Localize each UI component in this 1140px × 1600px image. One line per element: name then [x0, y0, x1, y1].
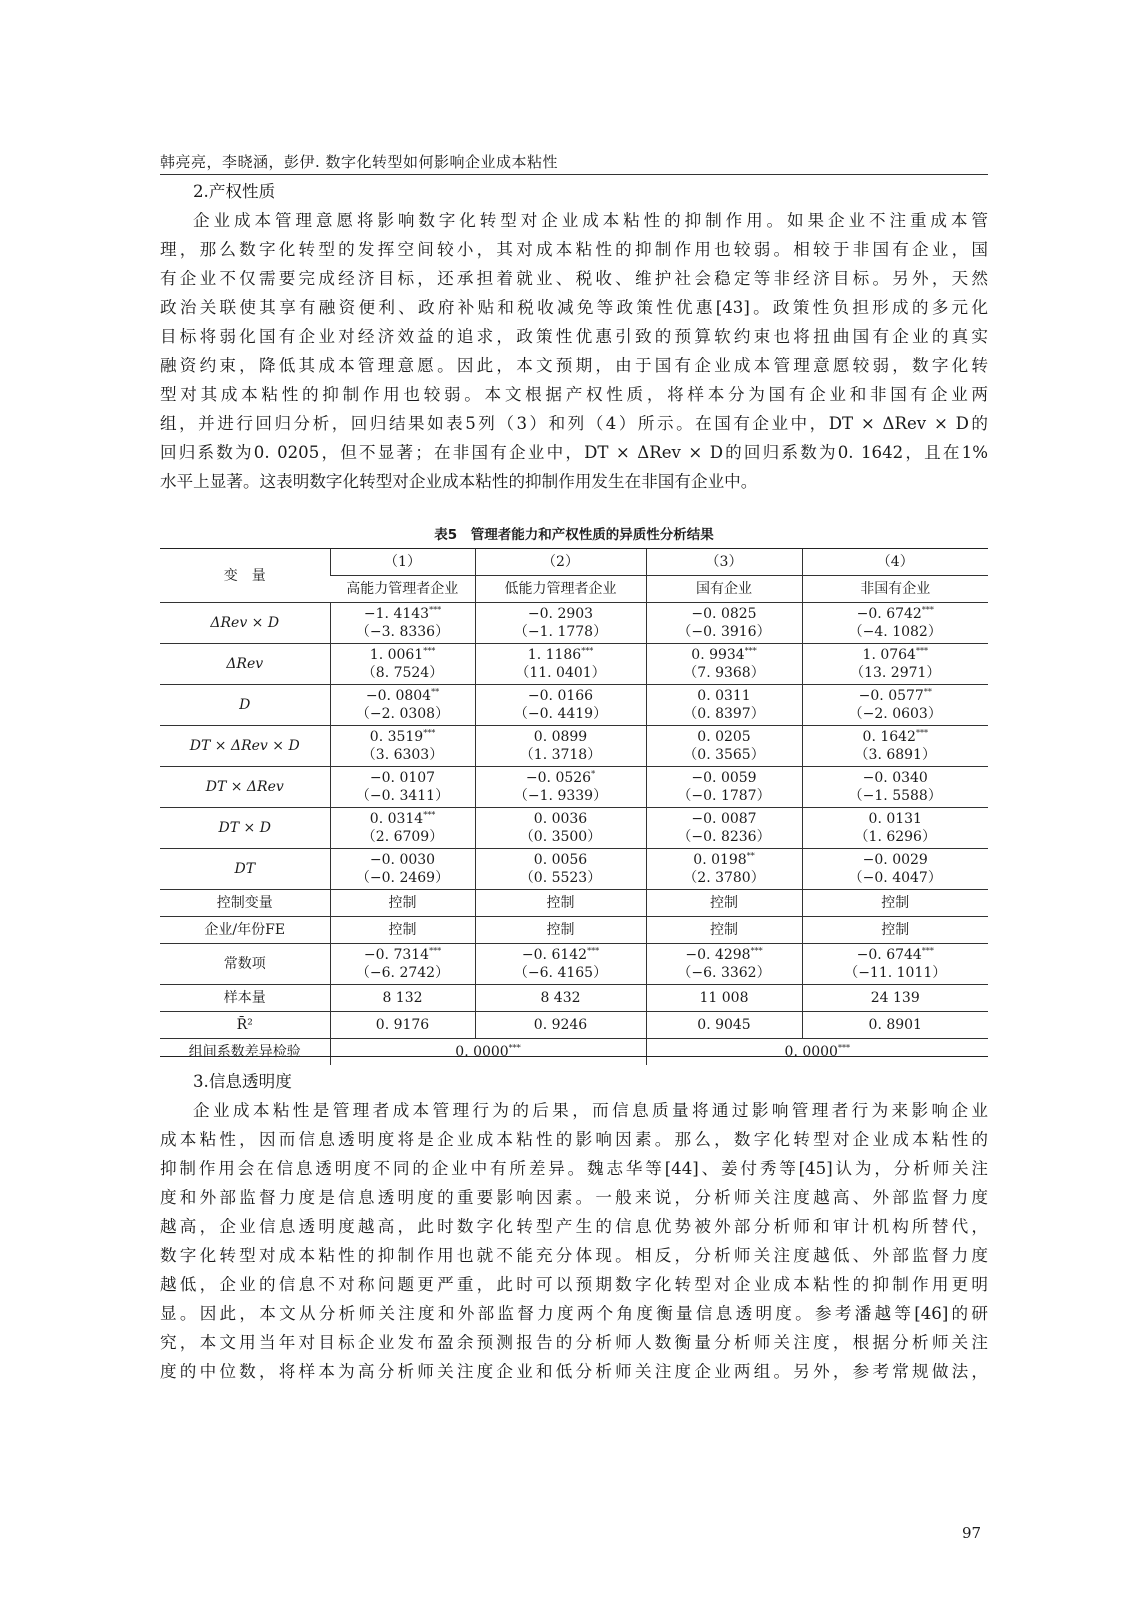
- coef-cell: [646, 808, 802, 849]
- t-statistic: （−0. 4047）: [848, 870, 942, 886]
- table-cell: 0. 8901: [802, 1012, 988, 1039]
- table-cell: 控制: [646, 917, 802, 944]
- table-row: [160, 767, 988, 808]
- table-cell: 控制: [475, 890, 646, 917]
- coefficient: −0. 6742: [856, 606, 922, 622]
- coef-cell: [475, 767, 646, 808]
- coef-cell: [802, 808, 988, 849]
- row-label: DT × ΔRev: [160, 767, 330, 808]
- row-label: DT × ΔRev × D: [160, 726, 330, 767]
- coef-cell: [802, 685, 988, 726]
- table-row: [160, 917, 988, 944]
- significance-stars: ***: [581, 646, 594, 656]
- coef-cell: [802, 849, 988, 890]
- coefficient: 0. 0899: [533, 729, 588, 745]
- t-statistic: （−0. 1787）: [677, 788, 771, 804]
- paragraph-line: 有企业不仅需要完成经济目标，还承担着就业、税收、维护社会稳定等非经济目标。另外，天然: [160, 269, 988, 288]
- significance-stars: **: [923, 687, 932, 697]
- coef-cell: [646, 685, 802, 726]
- coefficient: −0. 0166: [527, 688, 594, 704]
- coefficient: 0. 0314: [369, 811, 424, 827]
- coef-cell: [330, 767, 475, 808]
- coefficient: 1. 0764: [862, 647, 916, 663]
- coefficient: −0. 4298: [685, 947, 751, 963]
- coef-cell: [646, 603, 802, 644]
- table-bottom-rule: [160, 1056, 988, 1057]
- t-statistic: （−1. 5588）: [848, 788, 942, 804]
- paragraph-line: 理，那么数字化转型的发挥空间较小，其对成本粘性的抑制作用也较弱。相较于非国有企业，国: [160, 240, 988, 259]
- coefficient: −0. 0029: [862, 852, 928, 868]
- table-cell: 24 139: [802, 985, 988, 1012]
- coef-cell: [475, 808, 646, 849]
- t-statistic: （−3. 8336）: [355, 624, 450, 640]
- paragraph-line: 成本粘性，因而信息透明度将是企业成本粘性的影响因素。那么，数字化转型对企业成本粘性的: [160, 1130, 988, 1149]
- paragraph-line: 抑制作用会在信息透明度不同的企业中有所差异。魏志华等[44]、姜付秀等[45]认为，分析师关注: [160, 1159, 988, 1178]
- significance-stars: **: [431, 687, 440, 697]
- significance-stars: ***: [423, 810, 436, 820]
- row-label: DT: [160, 849, 330, 890]
- t-statistic: （8. 7524）: [361, 665, 444, 681]
- column-group: 低能力管理者企业: [475, 576, 646, 603]
- header-rule: [160, 174, 988, 175]
- significance-stars: ***: [750, 946, 763, 956]
- paragraph-line: 度的中位数，将样本为高分析师关注度企业和低分析师关注度企业两组。另外，参考常规做法，: [160, 1362, 988, 1381]
- t-statistic: （11. 0401）: [515, 665, 606, 681]
- coefficient: −0. 0526: [525, 770, 592, 786]
- t-statistic: （−0. 8236）: [677, 829, 771, 845]
- paragraph-line: 融资约束，降低其成本管理意愿。因此，本文预期，由于国有企业成本管理意愿较弱，数字化转: [160, 356, 988, 375]
- table-caption: 表5 管理者能力和产权性质的异质性分析结果: [434, 527, 714, 543]
- table-cell: 11 008: [646, 985, 802, 1012]
- coef-cell: [475, 726, 646, 767]
- coefficient: −0. 0804: [365, 688, 432, 704]
- row-label: 样本量: [160, 985, 330, 1012]
- column-number: （2）: [475, 549, 646, 576]
- table-row: [160, 644, 988, 685]
- coef-cell: [475, 944, 646, 985]
- coef-cell: [802, 644, 988, 685]
- t-statistic: （3. 6891）: [854, 747, 936, 763]
- group-test-cell: [646, 1039, 988, 1066]
- coefficient: −0. 0340: [862, 770, 928, 786]
- coef-cell: [475, 685, 646, 726]
- coefficient: −0. 0825: [691, 606, 757, 622]
- row-label: R̄²: [160, 1012, 330, 1039]
- significance-stars: ***: [423, 646, 436, 656]
- table-row: [160, 944, 988, 985]
- table-row: [160, 726, 988, 767]
- significance-stars: ***: [429, 605, 442, 615]
- t-statistic: （0. 8397）: [683, 706, 765, 722]
- table-cell: 控制: [646, 890, 802, 917]
- row-label: 组间系数差异检验: [188, 1044, 301, 1060]
- coef-cell: [330, 808, 475, 849]
- results-table: [160, 549, 988, 1065]
- t-statistic: （0. 5523）: [519, 870, 602, 886]
- column-number: （1）: [330, 549, 475, 576]
- table-row: [160, 985, 988, 1012]
- coefficient: 0. 0036: [533, 811, 588, 827]
- table-cell: 8 132: [330, 985, 475, 1012]
- table-row: [160, 603, 988, 644]
- running-head: 韩亮亮，李晓涵，彭伊. 数字化转型如何影响企业成本粘性: [160, 153, 559, 171]
- table-cell: 控制: [802, 890, 988, 917]
- t-statistic: （−6. 3362）: [677, 965, 771, 981]
- coefficient: −0. 2903: [527, 606, 594, 622]
- t-statistic: （−11. 1011）: [844, 965, 947, 981]
- paragraph-line: 组，并进行回归分析，回归结果如表5列（3）和列（4）所示。在国有企业中，DT × ΔRev × D的: [160, 414, 988, 433]
- t-statistic: （−0. 4419）: [513, 706, 608, 722]
- coefficient: 0. 0205: [697, 729, 751, 745]
- paragraph-line: 越低，企业的信息不对称问题更严重，此时可以预期数字化转型对企业成本粘性的抑制作用更明: [160, 1275, 988, 1294]
- paragraph-line: 显。因此，本文从分析师关注度和外部监督力度两个角度衡量信息透明度。参考潘越等[46]的研: [160, 1304, 988, 1323]
- coef-cell: [475, 603, 646, 644]
- t-statistic: （2. 6709）: [361, 829, 444, 845]
- paragraph-line: 究，本文用当年对目标企业发布盈余预测报告的分析师人数衡量分析师关注度，根据分析师关注: [160, 1333, 988, 1352]
- coefficient: −0. 0577: [858, 688, 924, 704]
- coef-cell: [330, 685, 475, 726]
- table-row: [160, 890, 988, 917]
- t-statistic: （1. 6296）: [854, 829, 936, 845]
- paragraph-line: 企业成本粘性是管理者成本管理行为的后果，而信息质量将通过影响管理者行为来影响企业: [193, 1101, 988, 1120]
- section-3: [160, 1067, 988, 1386]
- row-label: 控制变量: [160, 890, 330, 917]
- table-cell: 控制: [330, 890, 475, 917]
- coef-cell: [802, 767, 988, 808]
- significance-stars: ***: [587, 946, 600, 956]
- column-group: 国有企业: [646, 576, 802, 603]
- coefficient: −0. 0107: [369, 770, 436, 786]
- t-statistic: （13. 2971）: [850, 665, 941, 681]
- coef-cell: [330, 726, 475, 767]
- significance-stars: *: [591, 769, 596, 779]
- coefficient: 0. 0056: [533, 852, 588, 868]
- paragraph-line: 回归系数为0. 0205，但不显著；在非国有企业中，DT × ΔRev × D的回归系数为0. 1642，且在1%: [160, 443, 988, 462]
- table-cell: 控制: [802, 917, 988, 944]
- significance-stars: **: [746, 851, 755, 861]
- t-statistic: （−0. 2469）: [355, 870, 450, 886]
- row-label: 常数项: [160, 944, 330, 985]
- variable-header: 变 量: [160, 549, 330, 603]
- table-cell: 0. 9246: [475, 1012, 646, 1039]
- significance-stars: ***: [837, 1043, 850, 1053]
- t-statistic: （−6. 4165）: [513, 965, 608, 981]
- significance-stars: ***: [921, 605, 934, 615]
- paragraph-line: 水平上显著。这表明数字化转型对企业成本粘性的抑制作用发生在非国有企业中。: [160, 472, 758, 491]
- table-cell: 0. 9045: [646, 1012, 802, 1039]
- coefficient: −0. 6744: [856, 947, 922, 963]
- coef-cell: [330, 603, 475, 644]
- group-test-cell: [330, 1039, 646, 1066]
- coef-cell: [802, 944, 988, 985]
- paragraph-line: 政治关联使其享有融资便利、政府补贴和税收减免等政策性优惠[43]。政策性负担形成的多元化: [160, 298, 988, 317]
- significance-stars: ***: [915, 728, 928, 738]
- paragraph-line: 企业成本管理意愿将影响数字化转型对企业成本粘性的抑制作用。如果企业不注重成本管: [193, 211, 988, 230]
- t-statistic: （7. 9368）: [683, 665, 765, 681]
- p-value: 0. 0000: [784, 1044, 838, 1060]
- t-statistic: （0. 3565）: [683, 747, 765, 763]
- row-label: ΔRev: [160, 644, 330, 685]
- coef-cell: [646, 767, 802, 808]
- column-group: 非国有企业: [802, 576, 988, 603]
- t-statistic: （0. 3500）: [519, 829, 602, 845]
- coefficient: 0. 0198: [693, 852, 747, 868]
- t-statistic: （−0. 3916）: [677, 624, 771, 640]
- t-statistic: （−6. 2742）: [355, 965, 450, 981]
- coefficient: 1. 1186: [527, 647, 582, 663]
- coefficient: 1. 0061: [369, 647, 424, 663]
- t-statistic: （1. 3718）: [519, 747, 602, 763]
- table-cell: 控制: [475, 917, 646, 944]
- coef-cell: [646, 849, 802, 890]
- table-row: [160, 849, 988, 890]
- significance-stars: ***: [744, 646, 757, 656]
- row-label: ΔRev × D: [160, 603, 330, 644]
- paragraph-line: 数字化转型对成本粘性的抑制作用也就不能充分体现。相反，分析师关注度越低、外部监督力度: [160, 1246, 988, 1265]
- t-statistic: （−4. 1082）: [848, 624, 942, 640]
- paragraph-line: 越高，企业信息透明度越高，此时数字化转型产生的信息优势被外部分析师和审计机构所替代，: [160, 1217, 988, 1236]
- coefficient: 0. 0131: [868, 811, 922, 827]
- coef-cell: [330, 644, 475, 685]
- significance-stars: ***: [915, 646, 928, 656]
- table-cell: 0. 9176: [330, 1012, 475, 1039]
- coefficient: 0. 0311: [697, 688, 751, 704]
- significance-stars: ***: [921, 946, 934, 956]
- table-cell: 控制: [330, 917, 475, 944]
- section-3-heading: 3.信息透明度: [193, 1072, 292, 1091]
- table-row: [160, 685, 988, 726]
- coef-cell: [802, 726, 988, 767]
- column-number: （4）: [802, 549, 988, 576]
- table-row: [160, 808, 988, 849]
- coef-cell: [330, 849, 475, 890]
- coef-cell: [646, 944, 802, 985]
- coefficient: −0. 0059: [691, 770, 757, 786]
- paragraph-line: 目标将弱化国有企业对经济效益的追求，政策性优惠引致的预算软约束也将扭曲国有企业的真实: [160, 327, 988, 346]
- coef-cell: [475, 644, 646, 685]
- column-number: （3）: [646, 549, 802, 576]
- t-statistic: （2. 3780）: [683, 870, 765, 886]
- p-value: 0. 0000: [455, 1044, 509, 1060]
- coef-cell: [330, 944, 475, 985]
- coef-cell: [802, 603, 988, 644]
- t-statistic: （3. 6303）: [361, 747, 444, 763]
- paragraph-line: 型对其成本粘性的抑制作用也较弱。本文根据产权性质，将样本分为国有企业和非国有企业两: [160, 385, 988, 404]
- row-label: DT × D: [160, 808, 330, 849]
- paragraph-line: 度和外部监督力度是信息透明度的重要影响因素。一般来说，分析师关注度越高、外部监督力度: [160, 1188, 988, 1207]
- coefficient: −0. 7314: [363, 947, 430, 963]
- t-statistic: （−2. 0308）: [355, 706, 450, 722]
- coef-cell: [646, 726, 802, 767]
- significance-stars: ***: [423, 728, 436, 738]
- coef-cell: [475, 849, 646, 890]
- coefficient: 0. 9934: [691, 647, 745, 663]
- significance-stars: ***: [429, 946, 442, 956]
- t-statistic: （−2. 0603）: [848, 706, 942, 722]
- coef-cell: [646, 644, 802, 685]
- coefficient: 0. 1642: [862, 729, 916, 745]
- row-label: D: [160, 685, 330, 726]
- significance-stars: ***: [508, 1043, 521, 1053]
- t-statistic: （−1. 9339）: [513, 788, 608, 804]
- table-row: [160, 1039, 988, 1066]
- coefficient: −0. 0030: [369, 852, 436, 868]
- coefficient: −1. 4143: [363, 606, 430, 622]
- coefficient: −0. 6142: [521, 947, 588, 963]
- t-statistic: （−0. 3411）: [355, 788, 450, 804]
- section-2-heading: 2.产权性质: [193, 182, 276, 201]
- coefficient: 0. 3519: [369, 729, 424, 745]
- page-number: 97: [962, 1524, 982, 1542]
- coefficient: −0. 0087: [691, 811, 757, 827]
- t-statistic: （−1. 1778）: [513, 624, 608, 640]
- section-2: [160, 177, 988, 496]
- column-group: 高能力管理者企业: [330, 576, 475, 603]
- table-cell: 8 432: [475, 985, 646, 1012]
- table-row: [160, 1012, 988, 1039]
- row-label: 企业/年份FE: [160, 917, 330, 944]
